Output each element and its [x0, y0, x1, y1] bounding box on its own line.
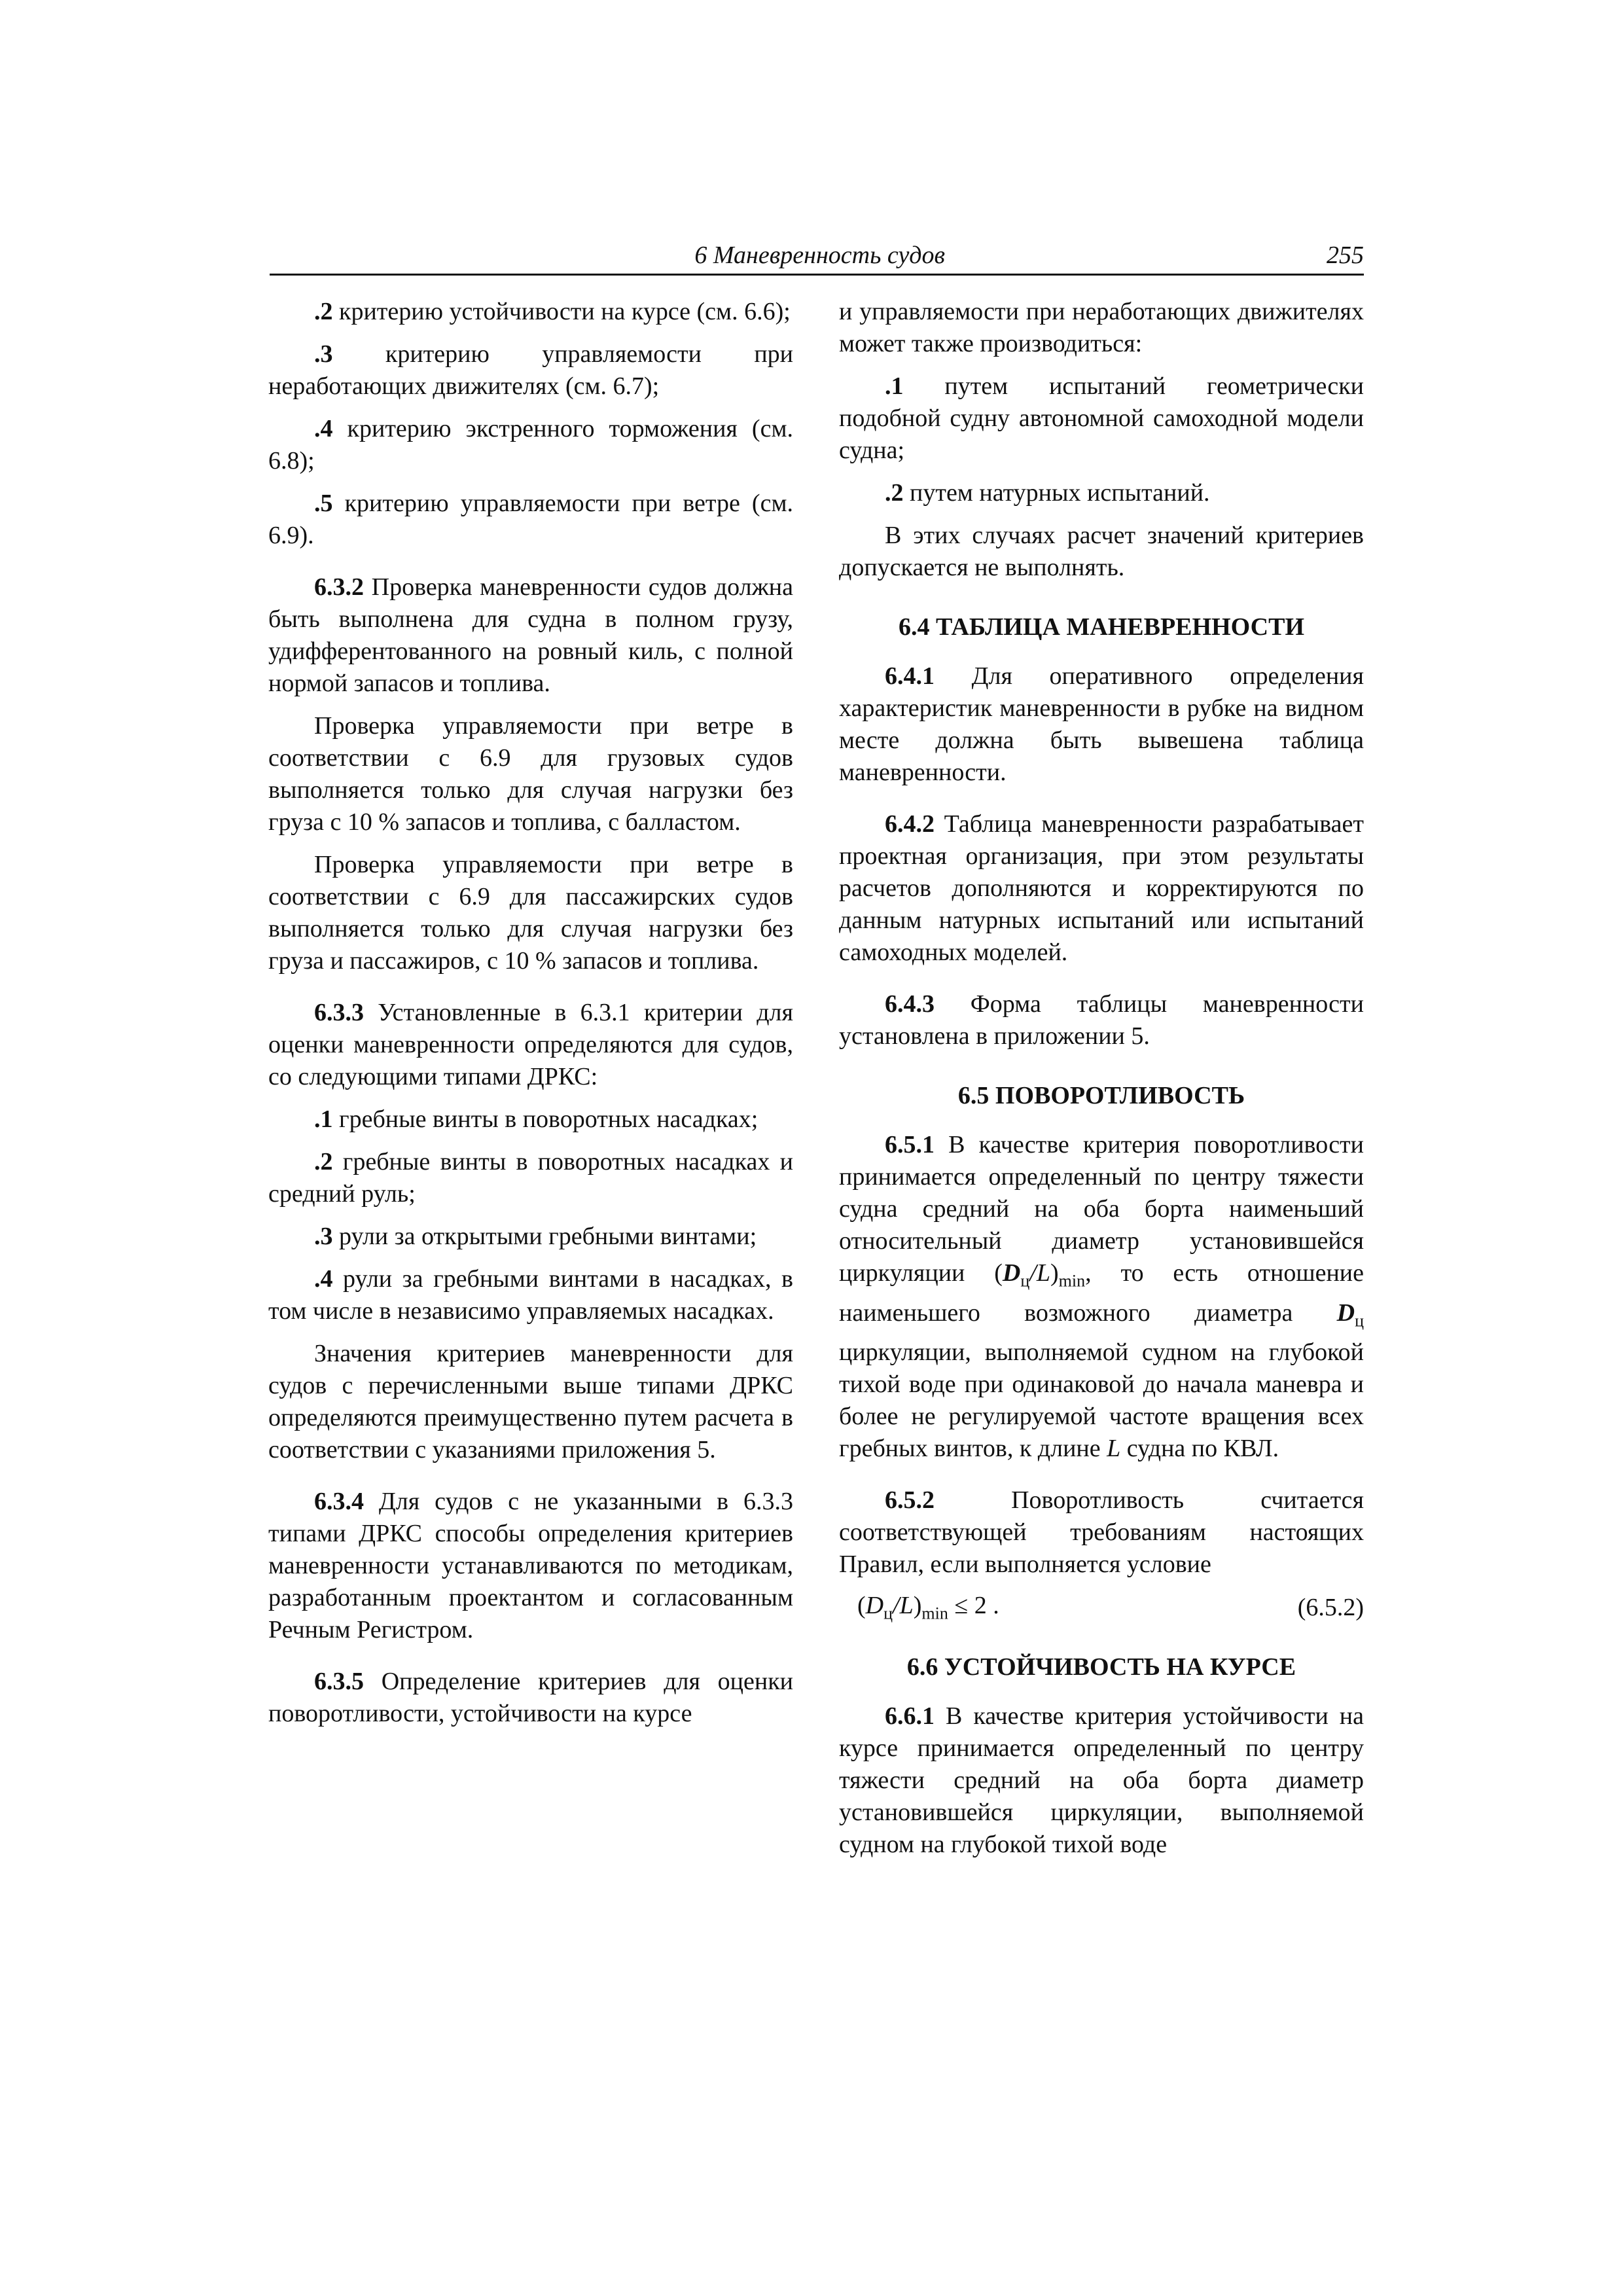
- paragraph-text: Определение критериев для оценки поворотливости, устойчивости на курсе: [268, 1668, 793, 1727]
- paragraph-text: Проверка управляемости при ветре в соответствии с 6.9 для пассажирских судов выполняется только для случая нагрузки без груза и пассажиров, с 10 % запасов и топлива.: [268, 851, 793, 975]
- paragraph-text: гребные винты в поворотных насадках;: [332, 1105, 758, 1133]
- paragraph-number: .4: [314, 1265, 333, 1293]
- section-heading-6-4: 6.4 ТАБЛИЦА МАНЕВРЕННОСТИ: [898, 613, 1305, 641]
- formula-6-5-2: [839, 1591, 1364, 1624]
- paragraph: [268, 571, 793, 700]
- paragraph-number: 6.3.5: [314, 1668, 364, 1695]
- paragraph-number: .3: [314, 340, 333, 368]
- paragraph-text: Проверка управляемости при ветре в соответствии с 6.9 для грузовых судов выполняется только для случая нагрузки без груза с 10 % запасов и топлива, с балластом.: [268, 712, 793, 836]
- paragraph: [839, 370, 1364, 467]
- paragraph: [268, 1103, 793, 1136]
- paragraph-number: 6.3.4: [314, 1488, 364, 1515]
- paragraph-number: 6.4.1: [885, 662, 935, 690]
- left-column: [268, 296, 793, 1740]
- intro-paragraphs: [839, 296, 1364, 584]
- paragraph: [268, 1486, 793, 1646]
- section-heading-6-5: 6.5 ПОВОРОТЛИВОСТЬ: [957, 1082, 1245, 1109]
- paragraph-text: Проверка маневренности судов должна быть выполнена для судна в полном грузу, удифферентованного на ровный киль, с полной нормой запасов и топлива.: [268, 573, 793, 697]
- section-heading-6-6: 6.6 УСТОЙЧИВОСТЬ НА КУРСЕ: [906, 1653, 1296, 1681]
- paragraph-number: .2: [314, 1148, 333, 1175]
- formula-number: (6.5.2): [1297, 1593, 1364, 1621]
- paragraph: [839, 477, 1364, 509]
- paragraph-text: критерию управляемости при неработающих движителях (см. 6.7);: [268, 340, 793, 400]
- paragraph: [268, 338, 793, 403]
- paragraph-text: рули за открытыми гребными винтами;: [332, 1223, 757, 1250]
- paragraph-text: Для судов с не указанными в 6.3.3 типами ДРКС способы определения критериев маневренности устанавливаются по методикам, разработанным проектантом и согласованным Речным Регистром.: [268, 1488, 793, 1643]
- section-6-4-body: [839, 660, 1364, 1052]
- paragraph: [839, 808, 1364, 969]
- paragraph: [268, 1221, 793, 1253]
- paragraph-text: Форма таблицы маневренности установлена в приложении 5.: [839, 990, 1364, 1050]
- paragraph-text: критерию управляемости при ветре (см. 6.9).: [268, 490, 793, 549]
- paragraph: [268, 1666, 793, 1730]
- section-6-6-body: [839, 1700, 1364, 1861]
- paragraph: [268, 1338, 793, 1466]
- running-title: 6 Маневренность судов: [694, 242, 945, 269]
- page-number: 255: [1327, 242, 1364, 269]
- paragraph-number: .1: [885, 372, 904, 400]
- paragraph-6-5-1: 6.5.1 В качестве критерия поворотливости принимается определенный по центру тяжести судна средний на оба борта наименьший относительный диаметр установившейся циркуляции $(D_ц/L)_{min}$, то есть отношение наименьшего возможного диаметра $D_ц$ циркуляции, выполняемой судном на глубокой тихой воде при одинаковой до начала маневра и более не регулируемой частоте вращения всех гребных винтов, к длине L судна по КВЛ.: [839, 1131, 1364, 1463]
- page-header: [270, 241, 1364, 276]
- paragraph-text: Установленные в 6.3.1 критерии для оценки маневренности определяются для судов, со следующими типами ДРКС:: [268, 999, 793, 1090]
- paragraph: [839, 660, 1364, 789]
- paragraph-number: .2: [314, 298, 333, 325]
- paragraph-number: 6.6.1: [885, 1702, 935, 1730]
- paragraph-text: Для оперативного определения характеристик маневренности в рубке на видном месте должна быть вывешена таблица маневренности.: [839, 662, 1364, 786]
- paragraph: [839, 296, 1364, 360]
- paragraph: [268, 1146, 793, 1210]
- paragraph-number: 6.4.2: [885, 810, 935, 838]
- paragraph: [268, 997, 793, 1093]
- paragraph: [839, 988, 1364, 1052]
- paragraph: [839, 520, 1364, 584]
- paragraph-text: путем испытаний геометрически подобной судну автономной самоходной модели судна;: [839, 372, 1364, 464]
- paragraph-number: .4: [314, 415, 333, 442]
- paragraph: [268, 710, 793, 838]
- paragraph-number: .3: [314, 1223, 333, 1250]
- paragraph-text: критерию экстренного торможения (см. 6.8);: [268, 415, 793, 475]
- paragraph-text: рули за гребными винтами в насадках, в том числе в независимо управляемых насадках.: [268, 1265, 793, 1325]
- paragraph-text: Таблица маневренности разрабатывает проектная организация, при этом результаты расчетов дополняются и корректируются по данным натурных испытаний или испытаний самоходных моделей.: [839, 810, 1364, 966]
- paragraph-text: гребные винты в поворотных насадках и средний руль;: [268, 1148, 793, 1208]
- paragraph-number: .2: [885, 479, 904, 507]
- paragraph-text: путем натурных испытаний.: [903, 479, 1210, 507]
- paragraph-text: В этих случаях расчет значений критериев допускается не выполнять.: [839, 522, 1364, 581]
- paragraph-6-5-2: 6.5.2 Поворотливость считается соответствующей требованиям настоящих Правил, если выполняется условие: [839, 1486, 1364, 1579]
- paragraph-number: 6.3.2: [314, 573, 364, 601]
- paragraph-text: и управляемости при неработающих движителях может также производиться:: [839, 298, 1364, 357]
- paragraph-text: Значения критериев маневренности для судов с перечисленными выше типами ДРКС определяются преимущественно путем расчета в соответствии с указаниями приложения 5.: [268, 1340, 793, 1463]
- formula-expression: $(D_ц/L)_{min} \le 2$ .: [857, 1592, 999, 1623]
- paragraph-number: .5: [314, 490, 333, 517]
- paragraph: [839, 1700, 1364, 1861]
- paragraph-number: 6.4.3: [885, 990, 935, 1018]
- paragraph-text: В качестве критерия устойчивости на курсе принимается определенный по центру тяжести средний на оба борта диаметр установившейся циркуляции, выполняемой судном на глубокой тихой воде: [839, 1702, 1364, 1858]
- paragraph: [268, 1263, 793, 1327]
- paragraph: [268, 488, 793, 552]
- right-column: [839, 296, 1364, 1871]
- paragraph: [268, 849, 793, 977]
- paragraph: [268, 413, 793, 477]
- paragraph-number: 6.3.3: [314, 999, 364, 1026]
- paragraph-number: .1: [314, 1105, 333, 1133]
- paragraph: [268, 296, 793, 328]
- paragraph-text: критерию устойчивости на курсе (см. 6.6);: [332, 298, 791, 325]
